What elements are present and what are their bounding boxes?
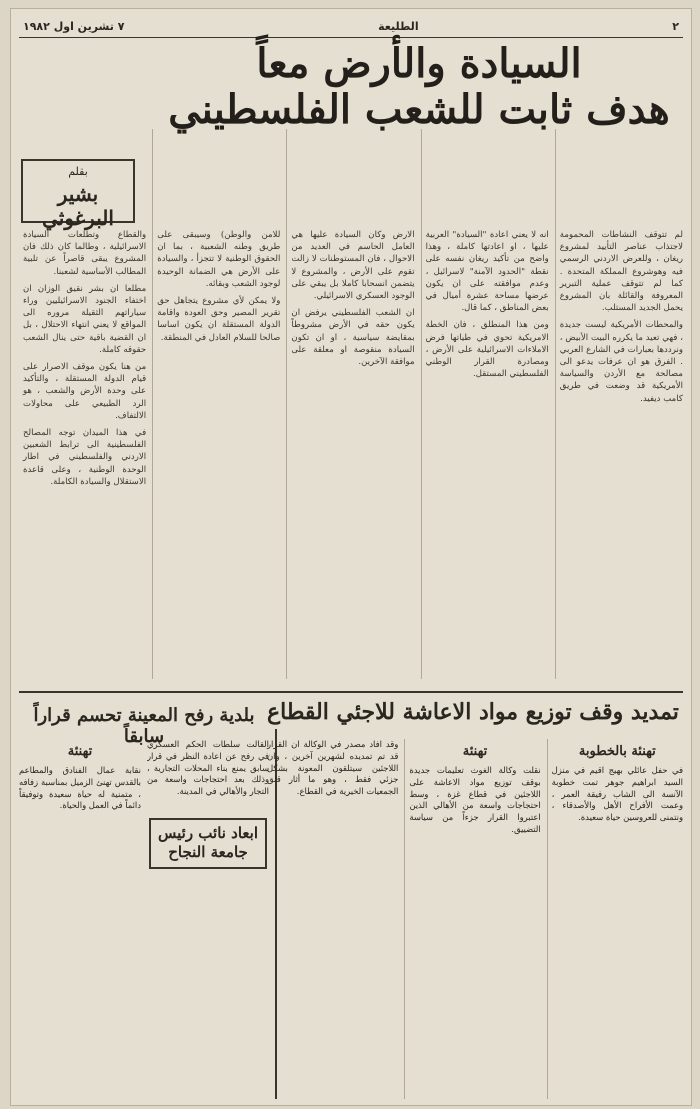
article-column bbox=[421, 129, 549, 679]
paragraph: في حفل عائلي بهيج اقيم في منزل السيد ابراهيم جوهر تمت خطوبة الآنسة الى الشاب رفيقة العمر ، وعمت الأفراح الأهل والأصدقاء ، ونتمنى للعروسين حياة سعيدة. bbox=[551, 765, 683, 823]
rafah-article bbox=[19, 739, 269, 1099]
article-column bbox=[404, 739, 540, 1099]
boxed-headline: ابعاد نائب رئيس جامعة النجاح bbox=[149, 818, 267, 869]
article-column bbox=[152, 129, 280, 679]
paragraph: من هنا يكون موقف الاصرار على قيام الدولة المستقلة ، والتأكيد على وحدة الأرض والشعب ، هو الرد الطبيعي على محاولات الالتفاف. bbox=[22, 362, 147, 421]
page-header bbox=[19, 15, 683, 38]
paragraph: ومن هذا المنطلق ، فان الخطة الامريكية تحوي في طياتها فرض الاملاءات الاسرائيلية على الأرض ، ومصادرة القرار الوطني الفلسطيني المستقل. bbox=[425, 320, 549, 380]
paragraph: والمحطات الأمريكية ليست جديدة ، فهي تعيد ما يكرره البيت الأبيض ، ونرددها بعبارات في الشارع العربي . الفرق هو ان عرفات يدعو الى مصالحة مع الأردن والسياسة الأمريكية قد وضعت في طريق كامب ديفيد. bbox=[559, 320, 683, 404]
article-column bbox=[147, 739, 269, 1099]
paper-name: الطليعة bbox=[378, 19, 419, 33]
paragraph: والقطاع وتطلعات السيادة الاسرائيلية ، وطالما كان ذلك فان المشروع يبقى قاصراً عن تلبية المطالب الأساسية لشعبنا. bbox=[22, 230, 147, 277]
paragraph: وقد افاد مصدر في الوكالة ان القرار قد تم تمديده لشهرين آخرين ، وان اللاجئين سيتلقون المعونة بشكل جزئي فقط ، وهو ما أثار قلق الجمعيات الخيرية في القطاع. bbox=[267, 739, 399, 797]
main-article-body bbox=[19, 129, 683, 679]
author-name: بشير البرغوثي bbox=[42, 182, 114, 230]
bottom-section bbox=[19, 699, 683, 1099]
paragraph: نقلت وكالة الغوث تعليمات جديدة بوقف توزيع مواد الاعاشة على اللاجئين في قطاع غزة ، وسط احتجاجات واسعة من الأهالي الذين اعتبروا القرار جزءاً من سياسة التضييق. bbox=[409, 765, 541, 835]
paragraph: للامن والوطن) وسيبقى على طريق وطنه الشعبية ، بما ان الحقوق الوطنية لا تتجزأ ، والسيادة على الأرض هي الضمانة الوحيدة لوجود الشعب وبقائه. bbox=[157, 230, 281, 289]
article-column bbox=[19, 129, 146, 679]
issue-date: ٧ تشرين اول ١٩٨٢ bbox=[23, 19, 125, 33]
paragraph: ان الشعب الفلسطيني يرفض ان يكون حقه في الأرض مشروطاً بمقايضة سياسية ، او ان تكون السيادة منقوصة او معلقة على موافقة الآخرين. bbox=[291, 308, 415, 368]
paragraph: القالت سلطات الحكم العسكري في رفح عن اعادة النظر في قرار سابق يمنع بناء المحلات التجارية ، وذلك بعد احتجاجات واسعة من التجار والأهالي في المدينة. bbox=[147, 739, 269, 797]
article-column bbox=[263, 739, 398, 1099]
subheading: تهنئة bbox=[462, 744, 488, 759]
headline-line-2: هدف ثابت للشعب الفلسطيني bbox=[168, 86, 670, 133]
main-headline bbox=[159, 40, 679, 133]
article-column bbox=[555, 129, 683, 679]
aid-headline: تمديد وقف توزيع مواد الاعاشة للاجئي القطاع bbox=[267, 699, 679, 725]
paragraph: انه لا يعني اعادة "السيادة" العربية عليها ، او اعادتها كاملة ، وهذا واضح من تأكيد ريغان نفسه على نقطة "الحدود الآمنة" لاسرائيل ، وعدم موافقته على ان يكون عرضها مساحة عشرة أميال في بعض المناطق ، كما قال. bbox=[425, 230, 549, 314]
subheading: تهنئة bbox=[67, 744, 93, 759]
paragraph: في هذا الميدان توجه المصالح الفلسطينية الى ترابط الشعبين الاردني والفلسطيني في اطار الوحدة الوطنية ، وعلى قاعدة الاستقلال والسيادة الكاملة. bbox=[22, 428, 147, 487]
paragraph: ولا يمكن لأي مشروع يتجاهل حق تقرير المصير وحق العودة واقامة الدولة المستقلة ان يكون اساسا صالحا للسلام العادل في المنطقة. bbox=[157, 296, 281, 343]
paragraph: مطلعا ان بشر نقيق الوزان ان اختفاء الجنود الاسرائيليين وراء سياراتهم الثقيلة مروره الى المواقع لا يعني انتهاء الاحتلال ، بل ان القضية باقية حتى ينال الشعب حقوقه كاملة. bbox=[22, 283, 147, 355]
headline-line-1: السيادة والأرض معاً bbox=[256, 40, 582, 87]
article-column bbox=[19, 739, 141, 1099]
page-number: ٢ bbox=[672, 19, 679, 33]
byline-label: بقلم bbox=[68, 165, 88, 178]
paragraph: نقابة عمال الفنادق والمطاعم بالقدس تهنئ الزميل بمناسبة زفافه ، متمنية له حياة سعيدة وتوفيقاً دائماً في العمل والحياة. bbox=[19, 765, 141, 811]
newspaper-page bbox=[10, 8, 692, 1106]
section-divider bbox=[19, 691, 683, 693]
article-column bbox=[547, 739, 683, 1099]
rafah-headline: بلدية رفح المعينة تحسم قراراً سابقاً bbox=[33, 705, 255, 747]
aid-article bbox=[263, 739, 683, 1099]
paragraph: الارض وكان السيادة عليها هي العامل الحاسم في العديد من الاحوال ، فان المستوطنات لا زالت تقوم على الأرض ، والمشروع لا يتضمن انسحابا كاملا بل يبقي على الوجود العسكري الاسرائيلي. bbox=[291, 230, 415, 302]
paragraph: لم تتوقف النشاطات المحمومة لاجتذاب عناصر التأييد لمشروع ريغان ، وللعرض الاردني الرسمي فيه وهوشروع المملكة المتحدة . كما لم تتوقف عملية التبرير المعروفة والقائلة بان المشروع يحمل الجديد المستلب. bbox=[559, 230, 683, 314]
subheading: تهنئة بالخطوبة bbox=[578, 744, 656, 759]
article-column bbox=[286, 129, 414, 679]
